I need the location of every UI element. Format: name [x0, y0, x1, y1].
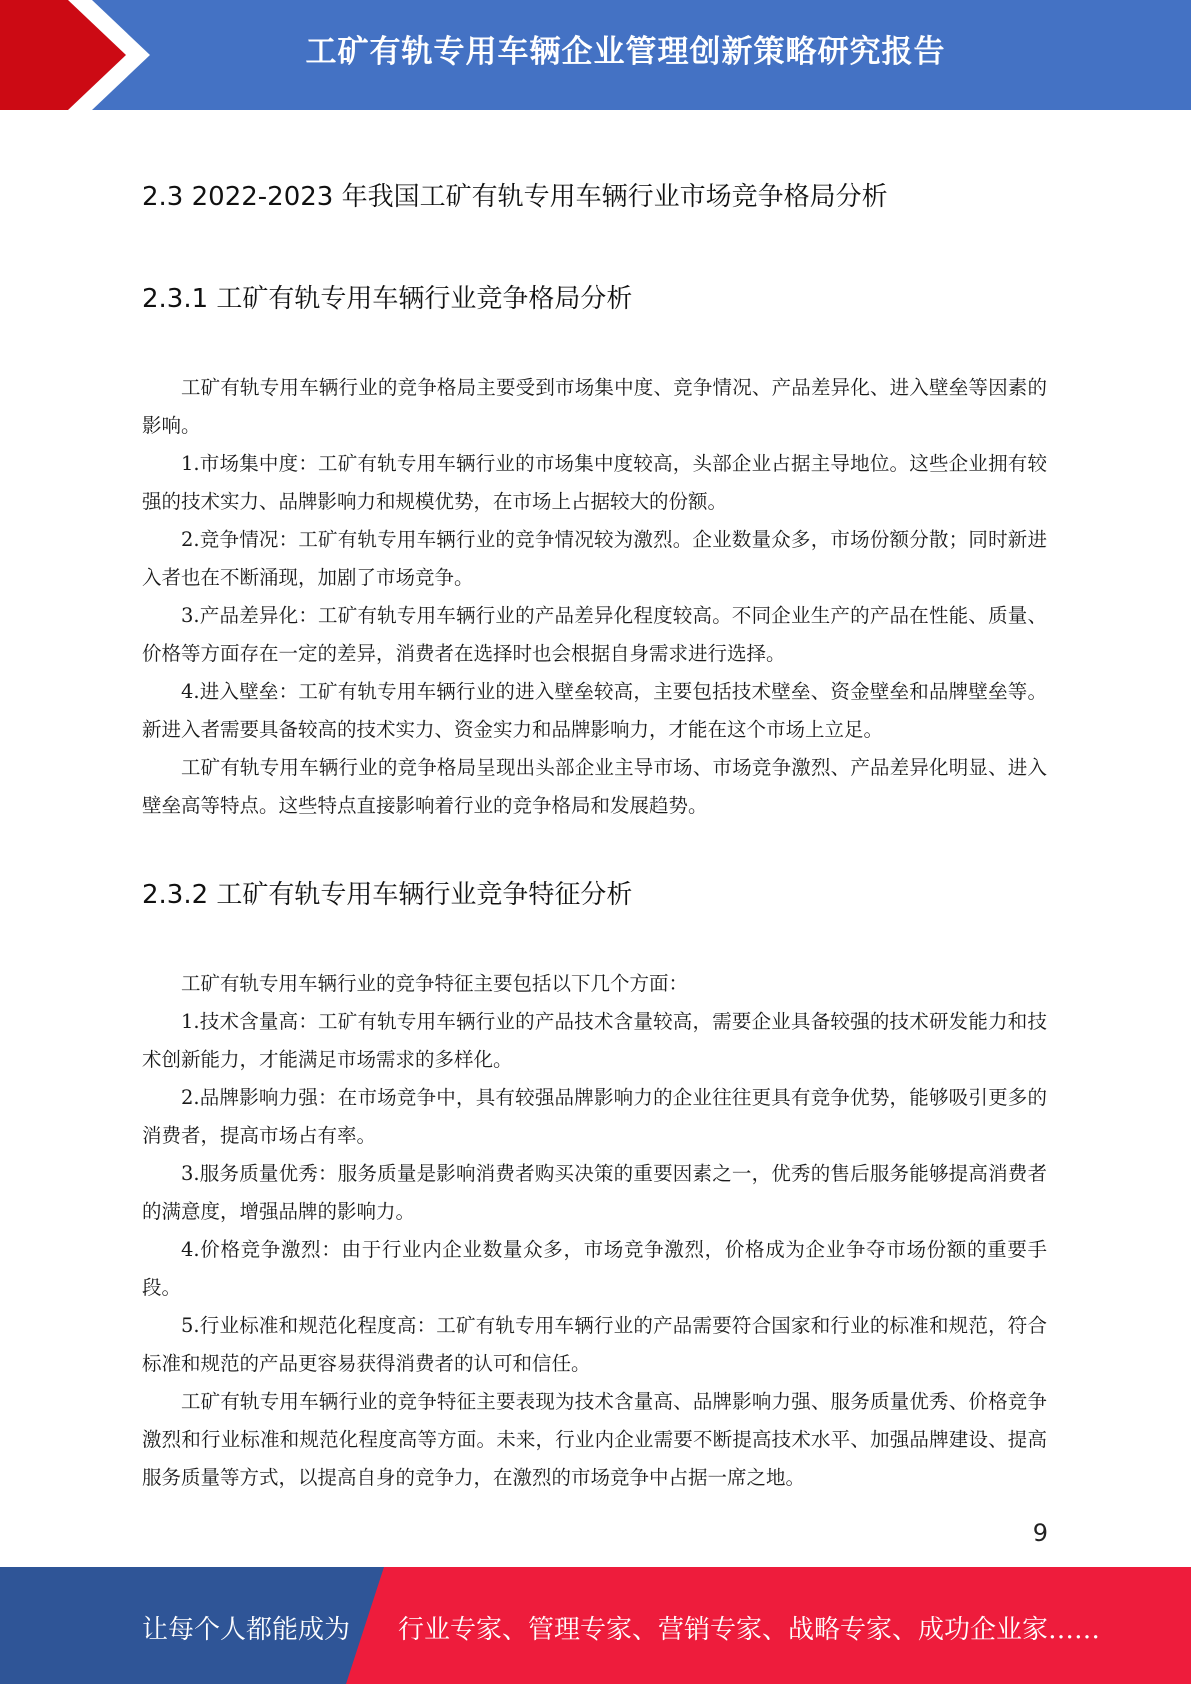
paragraph: 工矿有轨专用车辆行业的竞争格局呈现出头部企业主导市场、市场竞争激烈、产品差异化明显、进入壁垒高等特点。这些特点直接影响着行业的竞争格局和发展趋势。	[142, 756, 1047, 817]
subsection-heading-2-3-2: 2.3.2 工矿有轨专用车辆行业竞争特征分析	[142, 880, 633, 910]
page-number: 9	[1032, 1519, 1048, 1547]
section-heading: 2.3 2022-2023 年我国工矿有轨专用车辆行业市场竞争格局分析	[142, 182, 888, 212]
paragraph: 2.品牌影响力强：在市场竞争中，具有较强品牌影响力的企业往往更具有竞争优势，能够吸引更多的消费者，提高市场占有率。	[142, 1086, 1047, 1147]
paragraph: 工矿有轨专用车辆行业的竞争格局主要受到市场集中度、竞争情况、产品差异化、进入壁垒等因素的影响。	[142, 376, 1047, 437]
paragraph: 3.服务质量优秀：服务质量是影响消费者购买决策的重要因素之一，优秀的售后服务能够提高消费者的满意度，增强品牌的影响力。	[142, 1162, 1047, 1223]
subsection-heading-2-3-1: 2.3.1 工矿有轨专用车辆行业竞争格局分析	[142, 284, 633, 314]
report-title: 工矿有轨专用车辆企业管理创新策略研究报告	[305, 34, 946, 70]
subsection-body-2-3-2	[142, 965, 1047, 1497]
paragraph: 4.价格竞争激烈：由于行业内企业数量众多，市场竞争激烈，价格成为企业争夺市场份额的重要手段。	[142, 1238, 1047, 1299]
paragraph: 5.行业标准和规范化程度高：工矿有轨专用车辆行业的产品需要符合国家和行业的标准和规范，符合标准和规范的产品更容易获得消费者的认可和信任。	[142, 1314, 1047, 1375]
footer-slogan-left: 让每个人都能成为	[142, 1615, 351, 1645]
paragraph: 工矿有轨专用车辆行业的竞争特征主要表现为技术含量高、品牌影响力强、服务质量优秀、价格竞争激烈和行业标准和规范化程度高等方面。未来，行业内企业需要不断提高技术水平、加强品牌建设、提高服务质量等方式，以提高自身的竞争力，在激烈的市场竞争中占据一席之地。	[142, 1390, 1047, 1489]
footer-band	[0, 1567, 1191, 1684]
subsection-body-2-3-1	[142, 369, 1047, 825]
paragraph: 2.竞争情况：工矿有轨专用车辆行业的竞争情况较为激烈。企业数量众多，市场份额分散；同时新进入者也在不断涌现，加剧了市场竞争。	[142, 528, 1047, 589]
paragraph: 3.产品差异化：工矿有轨专用车辆行业的产品差异化程度较高。不同企业生产的产品在性能、质量、价格等方面存在一定的差异，消费者在选择时也会根据自身需求进行选择。	[142, 604, 1047, 665]
paragraph: 1.市场集中度：工矿有轨专用车辆行业的市场集中度较高，头部企业占据主导地位。这些企业拥有较强的技术实力、品牌影响力和规模优势，在市场上占据较大的份额。	[142, 452, 1047, 513]
footer-slogan-right: 行业专家、管理专家、营销专家、战略专家、成功企业家……	[398, 1615, 1101, 1645]
paragraph: 工矿有轨专用车辆行业的竞争特征主要包括以下几个方面：	[181, 972, 689, 995]
paragraph: 1.技术含量高：工矿有轨专用车辆行业的产品技术含量较高，需要企业具备较强的技术研发能力和技术创新能力，才能满足市场需求的多样化。	[142, 1010, 1047, 1071]
header-band	[0, 0, 1191, 110]
paragraph: 4.进入壁垒：工矿有轨专用车辆行业的进入壁垒较高，主要包括技术壁垒、资金壁垒和品牌壁垒等。新进入者需要具备较高的技术实力、资金实力和品牌影响力，才能在这个市场上立足。	[142, 680, 1047, 741]
